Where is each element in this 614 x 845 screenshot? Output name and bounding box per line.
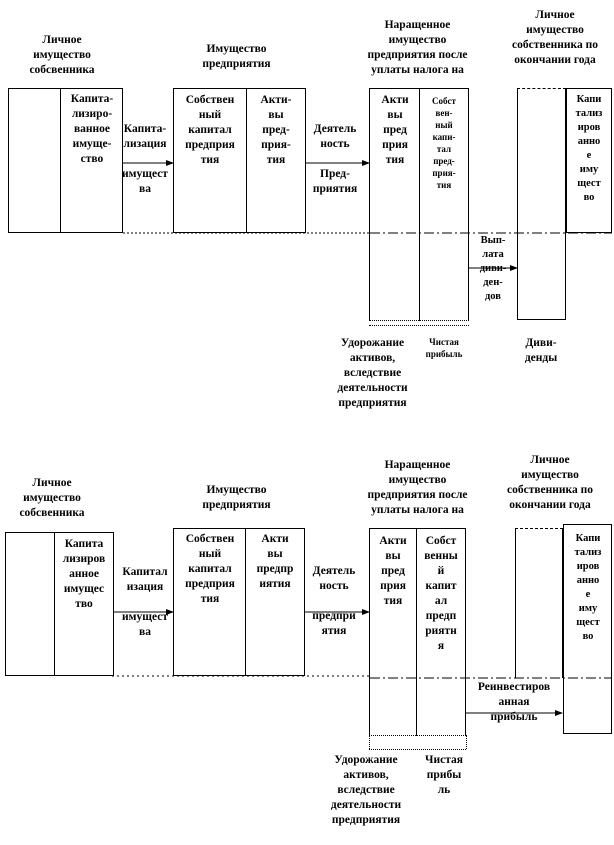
label-equity-2-b: Собст венны й капит ал предп риятн я [424, 535, 458, 652]
footer-appreciation: Удорожание активов, вследствие деятельности предприятия [337, 337, 408, 409]
box-end-year-dividends [517, 88, 566, 320]
dotted-bottom-top [369, 320, 469, 321]
footer-dividends: Диви- денды [524, 337, 558, 364]
dotted-bottom-b2 [369, 749, 466, 750]
label-capitalized-property: Капита- лизиро- ванное имуще- ство [70, 93, 114, 165]
label-equity-b: Собствен ный капитал предприя тия [185, 533, 235, 605]
label-assets-b: Акти вы предпр иятия [256, 533, 294, 590]
header-enterprise-property: Имущество предприятия [202, 43, 271, 70]
footer-appreciation-b: Удорожание активов, вследствие деятельности предприятия [330, 754, 402, 826]
footer-net-profit-b: Чистая прибы ль [425, 754, 463, 796]
header-end-year-property: Личное имущество собственника по окончании года [511, 9, 598, 66]
header-personal-property-b: Личное имущество собсвенника [19, 477, 85, 519]
dotted-bottom-b [369, 735, 466, 736]
label-dividend-payout-arrow: Вып- лата диви- ден- дов [479, 235, 507, 302]
label-equity: Собствен ный капитал предприя тия [185, 94, 235, 166]
label-capitalization-arrow: Капита- лизация имущест ва [122, 123, 168, 195]
label-capitalized-property-2: Капи тализ иров анно е иму щест во [575, 94, 603, 203]
header-enterprise-property-b: Имущество предприятия [202, 484, 271, 511]
label-equity-2: Собст вен- ный капи- тал пред- прия- тия [432, 96, 456, 190]
label-capitalized-property-b: Капита лизиров анное имущес тво [62, 538, 106, 610]
label-activity-arrow-b: Деятель ность предпри ятия [312, 565, 356, 637]
header-increased-property: Наращенное имущество предприятия после уплаты налога на [367, 19, 468, 76]
footer-net-profit: Чистая прибыль [425, 337, 463, 359]
label-capitalized-property-2-b: Капи тализ иров анно е иму щест во [574, 533, 602, 642]
label-assets-2: Акти вы пред прия тия [381, 94, 409, 166]
dotted-bottom-top2 [369, 325, 469, 326]
label-assets: Акти- вы пред- прия- тия [260, 94, 292, 166]
label-reinvested-arrow: Реинвестиров анная прибыль [477, 681, 551, 723]
header-personal-property: Личное имущество собсвенника [29, 34, 95, 76]
box-end-year-b-left [515, 528, 563, 678]
header-end-year-property-b: Личное имущество собственника по окончании года [506, 454, 593, 511]
header-increased-property-b: Наращенное имущество предприятия после уплаты налога на [367, 459, 468, 516]
label-capitalization-arrow-b: Капитал изация имущест ва [122, 566, 168, 638]
label-activity-arrow: Деятель ность Пред- приятия [312, 123, 358, 195]
label-assets-2-b: Акти вы пред прия тия [379, 535, 407, 607]
